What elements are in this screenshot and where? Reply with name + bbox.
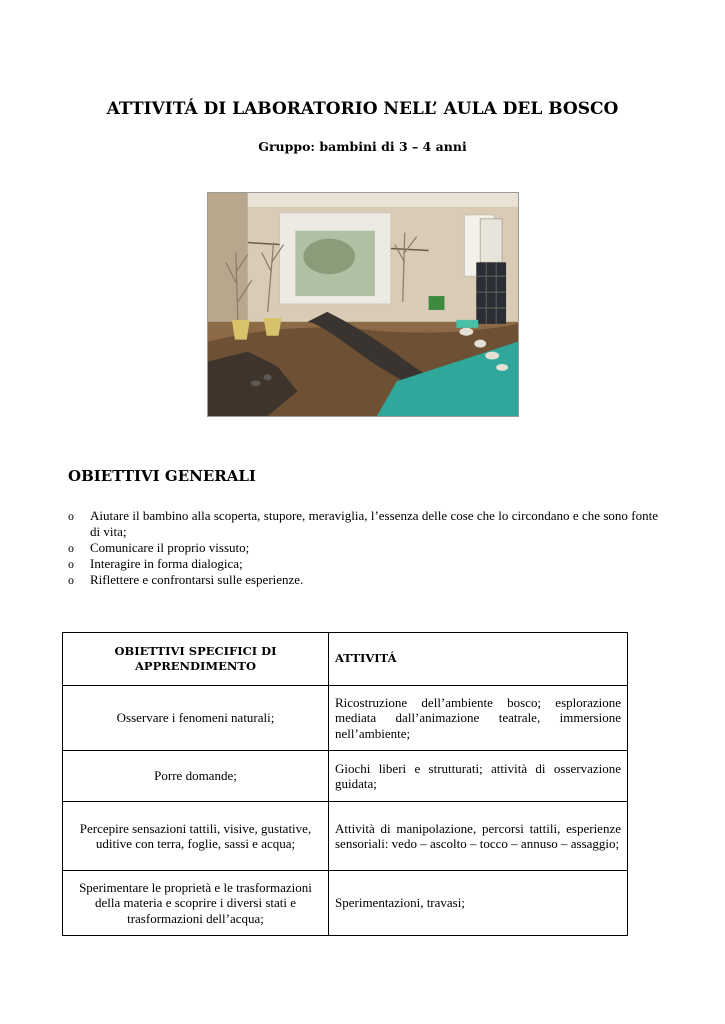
plant-pot: [264, 318, 282, 336]
activity-cell: Giochi liberi e strutturati; attività di osservazione guidata;: [329, 751, 628, 802]
group-subtitle: Gruppo: bambini di 3 – 4 anni: [258, 139, 467, 154]
plant-pot: [232, 320, 250, 340]
document-title: ATTIVITÁ DI LABORATORIO NELL’ AULA DEL BOSCO: [106, 99, 619, 119]
table-row: [63, 802, 628, 871]
objective-cell: Osservare i fenomeni naturali;: [63, 686, 329, 751]
objectives-table: [62, 632, 628, 936]
list-item: [68, 540, 658, 556]
bullet-icon: o: [68, 573, 74, 587]
bullet-icon: o: [68, 509, 74, 523]
objective-cell: Percepire sensazioni tattili, visive, gustative, uditive con terra, foglie, sassi e acqua;: [63, 802, 329, 871]
bullet-icon: o: [68, 541, 74, 555]
list-item: [68, 572, 658, 588]
classroom-forest-photo: [207, 192, 519, 417]
green-box: [429, 296, 445, 310]
teal-cushion: [456, 320, 478, 328]
table-header-row: [63, 633, 628, 686]
list-item: [68, 508, 658, 540]
goal-text: Aiutare il bambino alla scoperta, stupore, meraviglia, l’essenza delle cose che lo circondano e che sono fonte di vita;: [90, 508, 658, 539]
header-objectives: OBIETTIVI SPECIFICI DI APPRENDIMENTO: [63, 633, 329, 686]
goal-text: Interagire in forma dialogica;: [90, 556, 243, 571]
projected-tree: [303, 239, 355, 275]
table-row: [63, 686, 628, 751]
photo-illustration: [208, 193, 518, 416]
table-row: [63, 751, 628, 802]
goal-text: Comunicare il proprio vissuto;: [90, 540, 250, 555]
header-activities: ATTIVITÁ: [329, 633, 628, 686]
ceiling: [208, 193, 518, 207]
activity-cell: Ricostruzione dell’ambiente bosco; esplorazione mediata dall’animazione teatrale, immersione nell’ambiente;: [329, 686, 628, 751]
objective-cell: Sperimentare le proprietà e le trasformazioni della materia e scoprire i diversi stati e trasformazioni dell’acqua;: [63, 871, 329, 936]
activity-cell: Sperimentazioni, travasi;: [329, 871, 628, 936]
objective-cell: Porre domande;: [63, 751, 329, 802]
general-goals-heading: OBIETTIVI GENERALI: [68, 467, 256, 485]
plaid-blanket: [476, 262, 506, 323]
table-row: [63, 871, 628, 936]
cabinet-door: [480, 219, 502, 263]
goal-text: Riflettere e confrontarsi sulle esperienze.: [90, 572, 304, 587]
bullet-icon: o: [68, 557, 74, 571]
list-item: [68, 556, 658, 572]
general-goals-list: [68, 508, 658, 588]
activity-cell: Attività di manipolazione, percorsi tattili, esperienze sensoriali: vedo – ascolto – tocco – annuso – assaggio;: [329, 802, 628, 871]
